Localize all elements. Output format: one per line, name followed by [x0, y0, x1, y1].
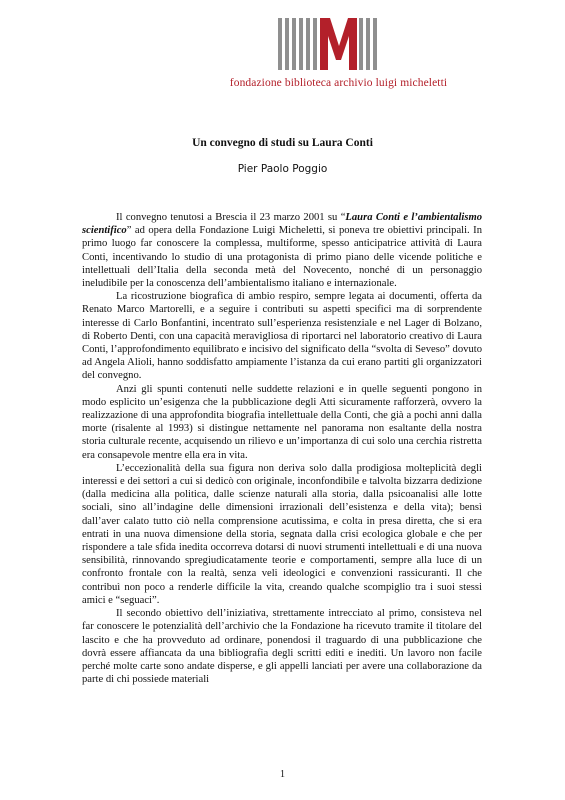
paragraph-3: Anzi gli spunti contenuti nelle suddette relazioni e in quelle seguenti pongono in modo esplicito un’esigenza che la pubblicazione degli Atti sicuramente rafforzerà, ovvero la realizzazione di una approfondita biografia intellettuale della Conti, che già a pochi anni dalla morte (risalente al 1993) si distingue nettamente nel panorama non esaltante della nostra storia culturale recente, acquisendo un rilievo e un’importanza di cui solo una cerchia ristretta era consapevole mentre ella era in vita.: [82, 383, 482, 461]
paragraph-2: La ricostruzione biografica di ambio respiro, sempre legata ai documenti, offerta da Renato Marco Martorelli, e a seguire i contributi su aspetti specifici ma di sorprendente interesse di Carlo Bonfantini, incentrato sull’esperienza resistenziale e nel Lager di Bolzano, di Roberto Denti, con una capacità meravigliosa di riportarci nel laboratorio creativo di Laura Conti, l’approfondimento equilibrato e incisivo del significato della “svolta di Seveso” dovuto ad Angela Alioli, hanno soddisfatto ampiamente l’istanza da cui erano partiti gli organizzatori del convegno.: [82, 291, 482, 382]
document-author: Pier Paolo Poggio: [237, 163, 328, 175]
document-title: Un convegno di studi su Laura Conti: [192, 137, 373, 149]
logo-text: fondazione biblioteca archivio luigi micheletti: [229, 77, 448, 89]
document-body: [82, 211, 482, 686]
foundation-logo: [278, 12, 380, 70]
logo-m-letter: [320, 18, 357, 70]
page-number: 1: [280, 769, 285, 780]
paragraph-4: L’eccezionalità della sua figura non deriva solo dalla prodigiosa molteplicità degli interessi e dei settori a cui si dedicò con originale, inconfondibile e talvolta bizzarra dedizione (dalla medicina alla politica, dalle scienze naturali alla storia, dalla psicoanalisi alle lotte sociali, sino all’indagine delle dimensioni irrazionali dell’esistenza e della vita); bensì dall’aver calato tutto ciò nella comprensione acutissima, e colta in presa diretta, che si era entrati in una nuova dimensione della storia, segnata dalla crisi ecologica globale e che per rispondere a tale sfida inedita occorreva dotarsi di nuovi strumenti intellettuali e di una nuova sensibilità, rinnovando spregiudicatamente teorie e comportamenti, sempre alla luce di un confronto frontale con la realtà, senza veli ideologici e convenzioni rassicuranti. Il che contribuì non poco a renderle difficile la vita, creando qualche scompiglio tra i suoi stessi amici e “seguaci”.: [82, 462, 482, 606]
paragraph-5: Il secondo obiettivo dell’iniziativa, strettamente intrecciato al primo, consisteva nel far conoscere le potenzialità dell’archivio che la Fondazione ha ricevuto tramite il titolare del lascito e che ha provveduto ad ordinare, ponendosi il traguardo di una pubblicazione che dovrà essere affiancata da una bibliografia degli scritti editi e inediti. Un lavoro non facile perché molte carte sono andate disperse, e gli appelli lanciati per avere una collaborazione da parte di chi possiede materiali: [82, 608, 482, 686]
convegno-title-emphasis: Laura Conti e l’ambientalismo scientifico: [82, 212, 482, 237]
paragraph-1: Il convegno tenutosi a Brescia il 23 marzo 2001 su “Laura Conti e l’ambientalismo scientifico” ad opera della Fondazione Luigi Micheletti, si poneva tre obiettivi principali. In primo luogo far conoscere la complessa, multiforme, spesso anticipatrice attività di Laura Conti, incentivando lo studio di una protagonista di primo piano delle vicende politiche e intellettuali dell’Italia della seconda metà del Novecento, nonché di un personaggio ineludibile per la conoscenza dell’ambientalismo italiano e internazionale.: [82, 212, 482, 290]
